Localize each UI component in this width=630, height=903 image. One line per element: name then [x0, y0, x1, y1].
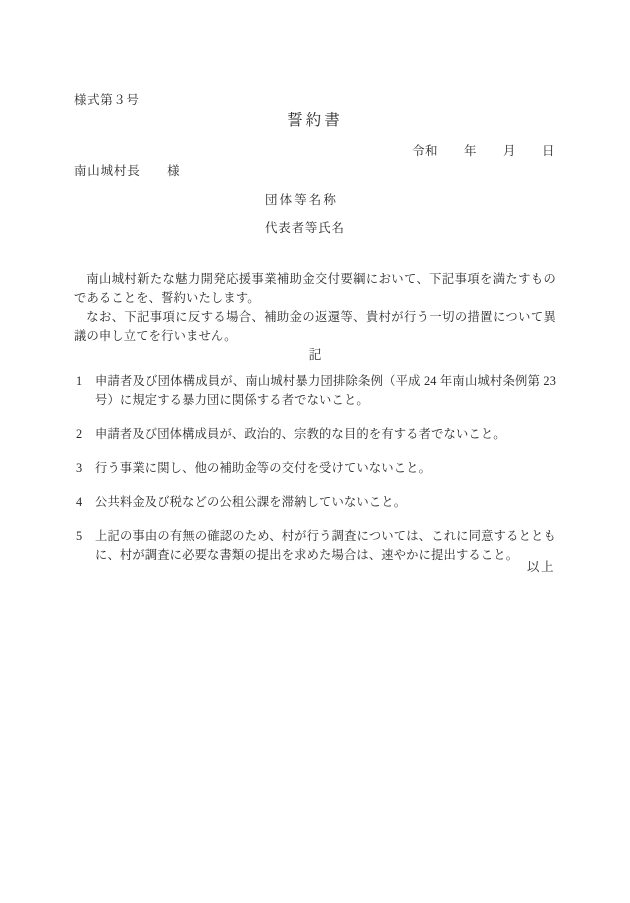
body-paragraph-1: 南山城村新たな魅力開発応援事業補助金交付要綱において、下記事項を満たすものであることを、誓約いたします。 — [74, 272, 556, 306]
clause-text: 申請者及び団体構成員が、南山城村暴力団排除条例（平成 24 年南山城村条例第 23 号）に規定する暴力団に関係する者でないこと。 — [95, 374, 556, 407]
clause-item — [74, 527, 556, 565]
addressee-line: 南山城村長 様 — [74, 164, 181, 178]
list-heading: 記 — [308, 348, 322, 362]
clause-text: 行う事業に関し、他の補助金等の交付を受けていないこと。 — [95, 461, 432, 475]
clause-item — [74, 425, 556, 444]
clause-item — [74, 459, 556, 478]
clause-number: 1 — [76, 374, 83, 388]
clause-text: 上記の事由の有無の確認のため、村が行う調査については、これに同意するとともに、村が調査に必要な書類の提出を求めた場合は、速やかに提出すること。 — [95, 529, 556, 562]
date-line: 令和 年 月 日 — [411, 144, 555, 158]
document-title: 誓約書 — [287, 112, 343, 129]
clause-list — [74, 372, 556, 565]
closing-mark: 以上 — [526, 560, 555, 574]
clause-number: 5 — [76, 529, 83, 543]
clause-item — [74, 372, 556, 410]
organization-name-label: 団体等名称 — [265, 193, 339, 207]
form-number: 様式第３号 — [74, 93, 140, 107]
clause-item — [74, 493, 556, 512]
body-paragraph-2: なお、下記事項に反する場合、補助金の返還等、貴村が行う一切の措置について異議の申し立てを行いません。 — [74, 310, 556, 344]
clause-number: 3 — [76, 461, 83, 475]
representative-name-label: 代表者等氏名 — [265, 221, 345, 235]
clause-number: 4 — [76, 495, 83, 509]
clause-number: 2 — [76, 427, 83, 441]
clause-text: 申請者及び団体構成員が、政治的、宗教的な目的を有する者でないこと。 — [95, 427, 506, 441]
clause-text: 公共料金及び税などの公租公課を滞納していないこと。 — [95, 495, 407, 509]
